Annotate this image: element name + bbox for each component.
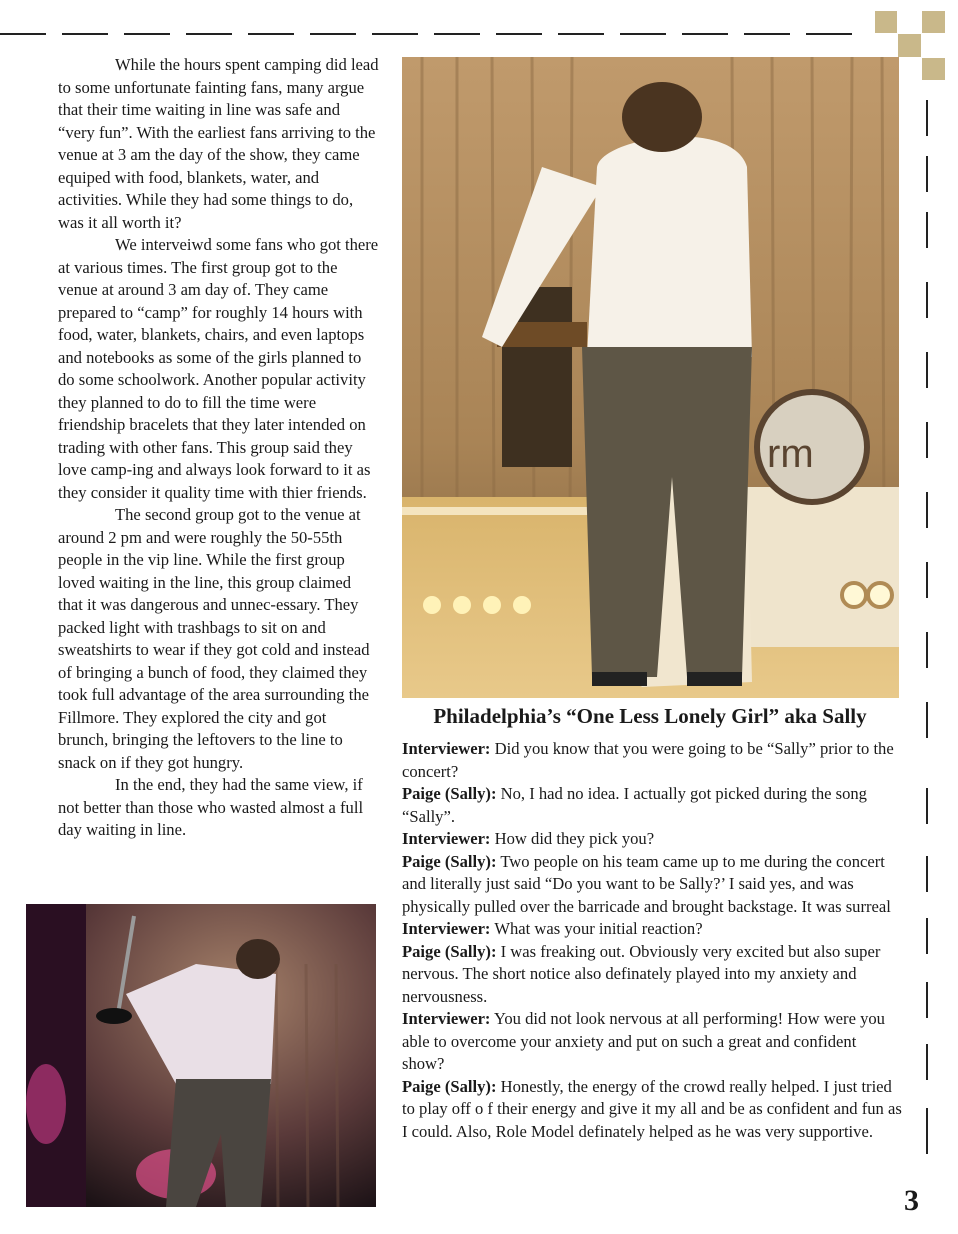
photo-performer-mic-stand — [26, 904, 376, 1207]
qa-speaker: Interviewer: — [402, 829, 491, 848]
qa-text: I was freaking out. Obviously very excited but also super nervous. The short notice also definately played into my anxiety and nervousness. — [402, 941, 881, 1006]
page-number: 3 — [904, 1184, 919, 1217]
qa-text: Did you know that you were going to be “Sally” prior to the concert? — [402, 739, 894, 781]
qa-text: No, I had no idea. I actually got picked during the song “Sally”. — [402, 784, 867, 826]
qa-line — [402, 783, 902, 828]
qa-speaker: Paige (Sally): — [402, 784, 497, 803]
top-dashed-rule — [0, 33, 870, 35]
qa-speaker: Interviewer: — [402, 1009, 491, 1028]
interview-title: Philadelphia’s “One Less Lonely Girl” aka Sally — [433, 704, 867, 728]
qa-line — [402, 918, 902, 941]
qa-text: How did they pick you? — [490, 829, 655, 848]
qa-text: Two people on his team came up to me during the concert and literally just said “Do you want to be Sally?’ I said yes, and was physically pulled over the barricade and brought backstage. It was surreal — [402, 851, 891, 916]
qa-speaker: Paige (Sally): — [402, 1076, 497, 1096]
article-body — [58, 54, 380, 842]
article-paragraph: While the hours spent camping did lead to some unfortunate fainting fans, many argue that their time waiting in line was safe and “very fun”. With the earliest fans arriving to the venue at 3 am the day of the show, they came equiped with food, blankets, water, and activities. While they had some things to do, was it all worth it? — [58, 55, 379, 232]
qa-text: Honestly, the energy of the crowd really helped. I just tried to play off o f their energy and give it my all and be as confident and fun as I could. Also, Role Model definately helped as he was very supportive. — [402, 1076, 902, 1141]
qa-line — [402, 851, 902, 919]
article-paragraph: The second group got to the venue at around 2 pm and were roughly the 50-55th people in the vip line. While the first group loved waiting in the line, this group claimed that it was dangerous and unnec-essary. They packed light with trashbags to sit on and sweatshirts to wear if they got cold and instead of bringing a bunch of food, they claimed they took full advantage of the area surrounding the Fillmore. They explored the city and got brunch, bringing the leftovers to the line to snack on if they got hungry. — [58, 505, 370, 772]
qa-text: What was your initial reaction? — [490, 919, 703, 938]
qa-text: You did not look nervous at all performing! How were you able to overcome your anxiety and put on such a great and confident show? — [402, 1009, 885, 1073]
qa-speaker: Paige (Sally): — [402, 941, 497, 961]
qa-speaker: Interviewer: — [402, 919, 491, 938]
interview-transcript — [402, 738, 902, 1143]
qa-line — [402, 1076, 902, 1144]
qa-line — [402, 828, 902, 851]
drum-logo-text: rm — [767, 432, 814, 476]
qa-line — [402, 738, 902, 783]
qa-line — [402, 1008, 902, 1076]
qa-speaker: Interviewer: — [402, 739, 491, 758]
article-paragraph: In the end, they had the same view, if not better than those who wasted almost a full day waiting in line. — [58, 775, 364, 839]
qa-speaker: Paige (Sally): — [402, 851, 497, 871]
article-paragraph: We interveiwd some fans who got there at various times. The first group got to the venue at around 3 am day of. They came prepared to “camp” for roughly 14 hours with food, water, blankets, chairs, and even laptops and notebooks as some of the girls planned to do some schoolwork. Another popular activity they planned to do to fill the time were friendship bracelets that they later intended on trading with other fans. This group said they love camp-ing and always look forward to it as they consider it quality time with thier friends. — [58, 235, 379, 502]
qa-line — [402, 941, 902, 1009]
photo-stage-hug — [402, 57, 899, 698]
